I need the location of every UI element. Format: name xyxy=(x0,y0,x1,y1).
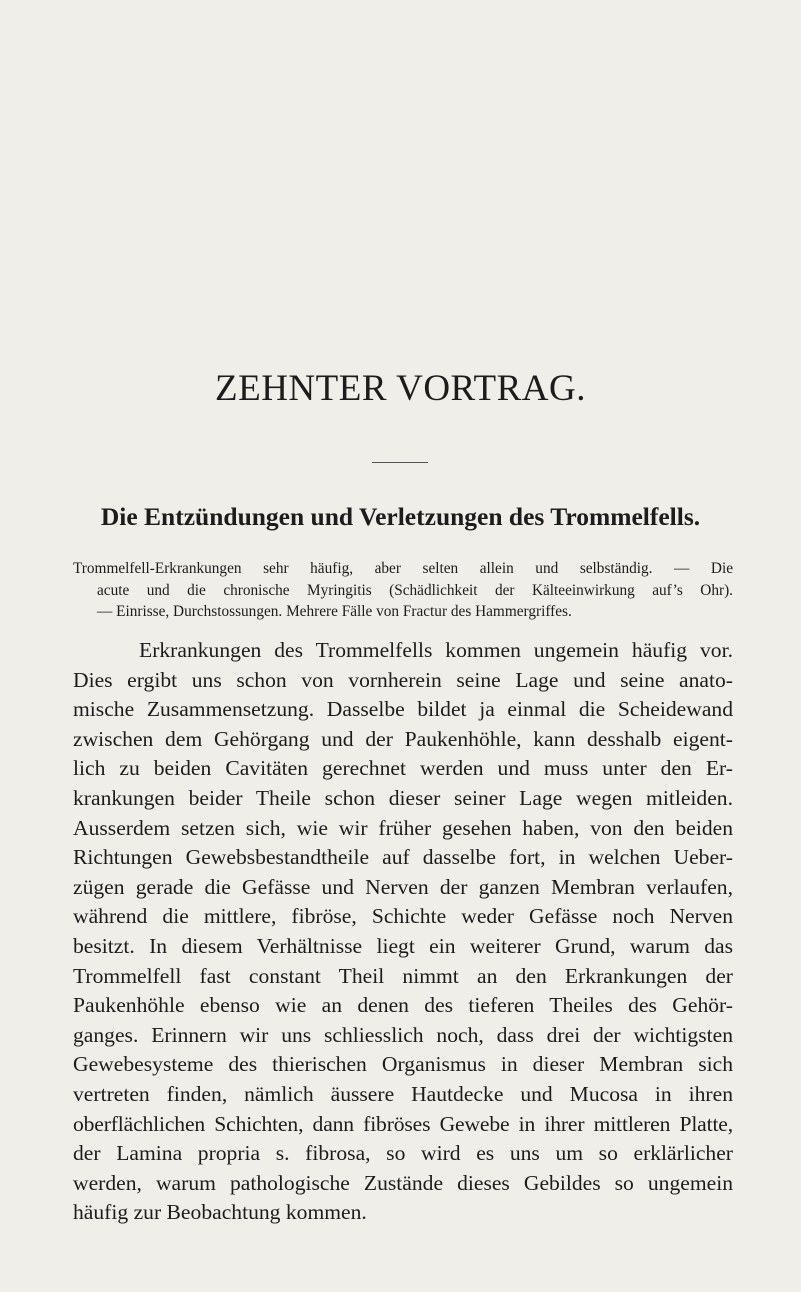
body-line: der Lamina propria s. fibrosa, so wird es uns um so erklärlicher xyxy=(73,1141,733,1166)
chapter-title: ZEHNTER VORTRAG. xyxy=(215,368,586,409)
body-line: Dies ergibt uns schon von vornherein seine Lage und seine anato- xyxy=(73,667,733,692)
summary-line: acute und die chronische Myringitis (Schädlichkeit der Kälteeinwirkung auf’s Ohr). xyxy=(97,581,733,599)
section-heading: Die Entzündungen und Verletzungen des Trommelfells. xyxy=(100,502,701,531)
body-line: Trommelfell fast constant Theil nimmt an den Erkrankungen der xyxy=(73,963,733,988)
body-line: lich zu beiden Cavitäten gerechnet werden und muss unter den Er- xyxy=(73,756,733,781)
body-line: oberflächlichen Schichten, dann fibröses Gewebe in ihrer mittleren Platte, xyxy=(73,1111,733,1136)
body-line: werden, warum pathologische Zustände dieses Gebildes so ungemein xyxy=(73,1170,733,1195)
body-line: zwischen dem Gehörgang und der Paukenhöhle, kann desshalb eigent- xyxy=(73,726,733,751)
body-line: Richtungen Gewebsbestandtheile auf dasselbe fort, in welchen Ueber- xyxy=(73,845,733,870)
body-line: häufig zur Beobachtung kommen. xyxy=(73,1200,367,1225)
body-line: Ausserdem setzen sich, wie wir früher gesehen haben, von den beiden xyxy=(73,815,733,840)
chapter-summary xyxy=(73,558,733,623)
body-line: vertreten finden, nämlich äussere Hautdecke und Mucosa in ihren xyxy=(73,1081,733,1106)
body-line: während die mittlere, fibröse, Schichte weder Gefässe noch Nerven xyxy=(73,904,733,929)
body-line: mische Zusammensetzung. Dasselbe bildet ja einmal die Scheidewand xyxy=(73,697,733,722)
summary-line: Trommelfell-Erkrankungen sehr häufig, aber selten allein und selbständig. — Die xyxy=(73,560,733,577)
body-line: krankungen beider Theile schon dieser seiner Lage wegen mitleiden. xyxy=(73,785,733,810)
body-line: Erkrankungen des Trommelfells kommen ungemein häufig vor. xyxy=(139,638,733,662)
body-line: besitzt. In diesem Verhältnisse liegt ein weiterer Grund, warum das xyxy=(73,933,733,958)
body-line: Gewebesysteme des thierischen Organismus in dieser Membran sich xyxy=(73,1052,733,1077)
body-paragraph xyxy=(73,636,733,1228)
summary-line: — Einrisse, Durchstossungen. Mehrere Fälle von Fractur des Hammergriffes. xyxy=(97,603,572,620)
body-line: Paukenhöhle ebenso wie an denen des tieferen Theiles des Gehör- xyxy=(73,993,733,1018)
body-line: zügen gerade die Gefässe und Nerven der ganzen Membran verlaufen, xyxy=(73,874,733,899)
title-divider xyxy=(372,462,428,463)
body-line: ganges. Erinnern wir uns schliesslich noch, dass drei der wichtigsten xyxy=(73,1022,733,1047)
